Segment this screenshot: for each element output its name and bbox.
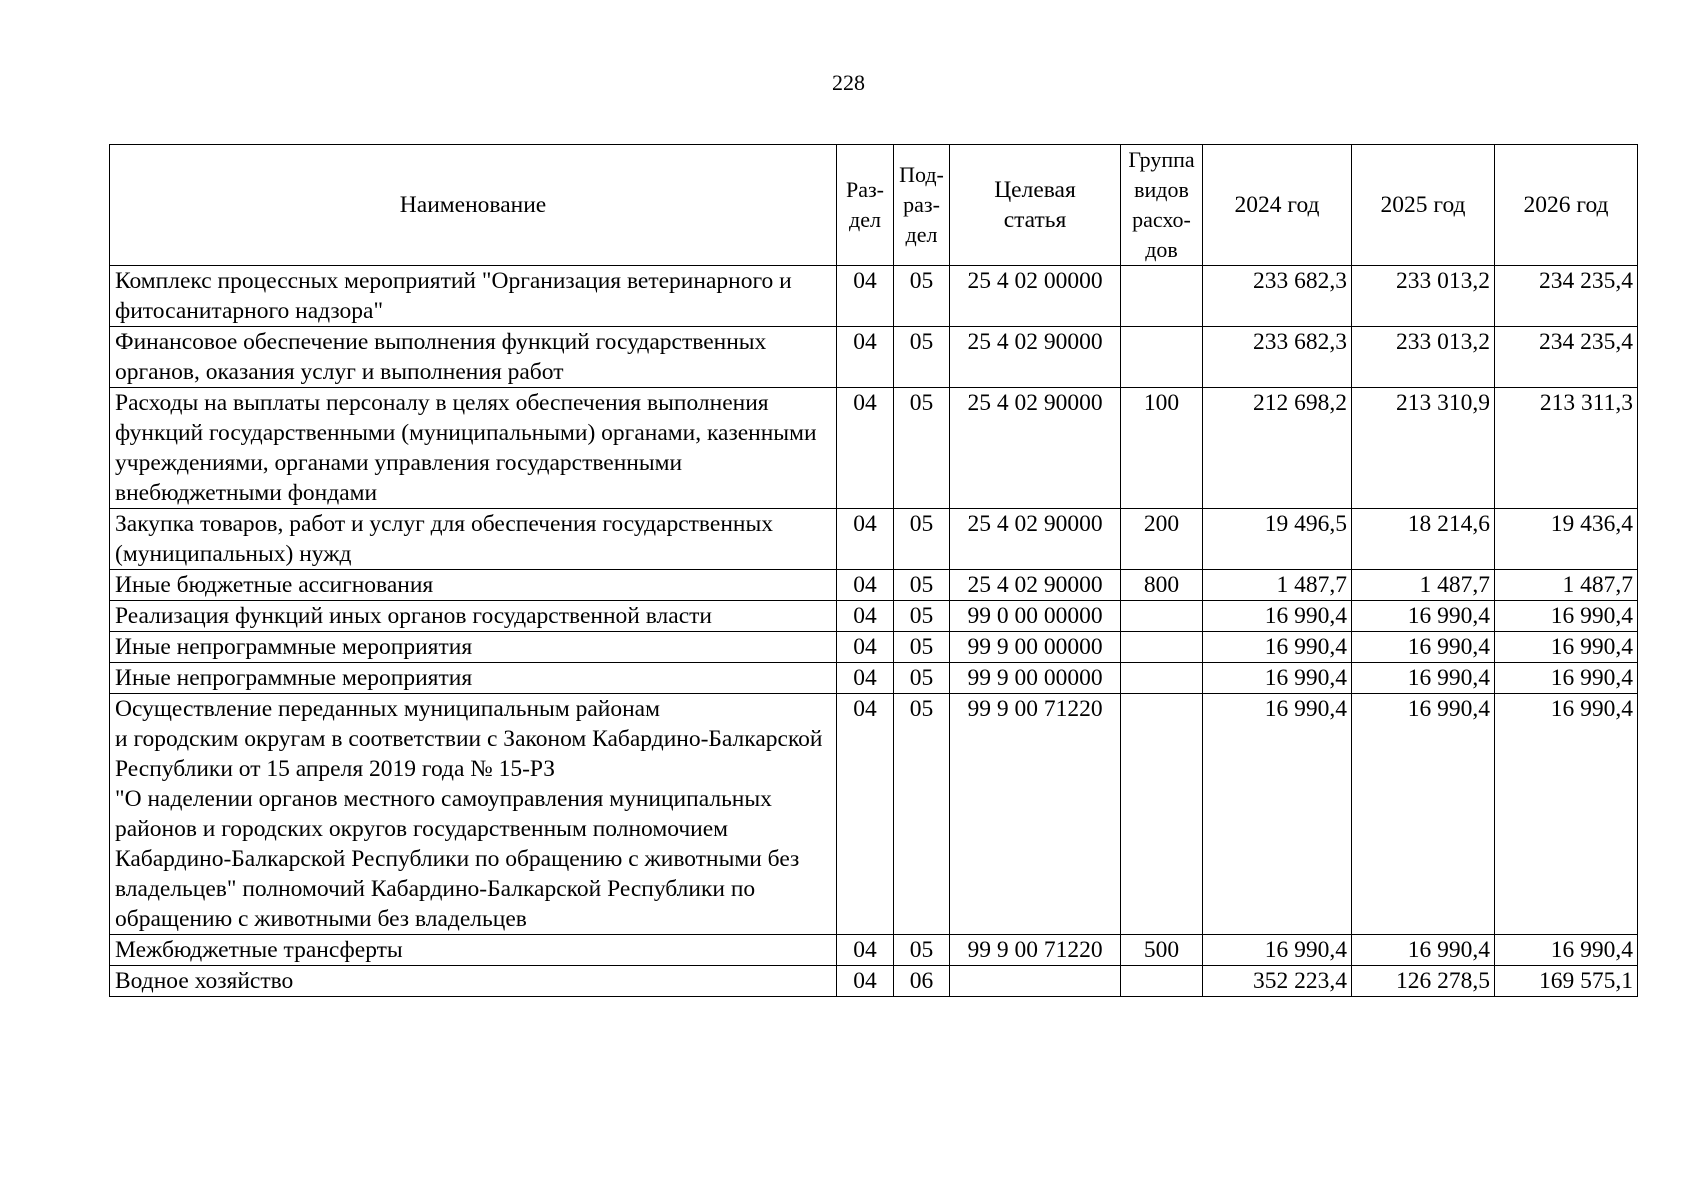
cell-expense-group	[1121, 694, 1203, 935]
cell-target-article	[950, 966, 1121, 997]
cell-section: 04	[837, 509, 894, 570]
cell-subsection: 06	[894, 966, 950, 997]
cell-expense-group: 200	[1121, 509, 1203, 570]
cell-target-article: 99 9 00 00000	[950, 632, 1121, 663]
table-row	[110, 388, 1638, 509]
cell-year-2025: 16 990,4	[1352, 601, 1495, 632]
cell-year-2024: 233 682,3	[1203, 327, 1352, 388]
cell-subsection: 05	[894, 266, 950, 327]
cell-name: Расходы на выплаты персоналу в целях обеспечения выполнения функций государственными (муниципальными) органами, казенными учреждениями, органами управления государственными внебюджетными фондами	[110, 388, 837, 509]
cell-year-2025: 16 990,4	[1352, 632, 1495, 663]
cell-subsection: 05	[894, 601, 950, 632]
cell-expense-group: 800	[1121, 570, 1203, 601]
header-year-2024: 2024 год	[1203, 145, 1352, 266]
page-number: 228	[832, 70, 865, 95]
cell-name: Межбюджетные трансферты	[110, 935, 837, 966]
cell-year-2025: 18 214,6	[1352, 509, 1495, 570]
table-row	[110, 935, 1638, 966]
cell-year-2026: 16 990,4	[1495, 935, 1638, 966]
header-target-article: Целевая статья	[950, 145, 1121, 266]
cell-section: 04	[837, 694, 894, 935]
cell-section: 04	[837, 327, 894, 388]
cell-name: Водное хозяйство	[110, 966, 837, 997]
cell-target-article: 25 4 02 90000	[950, 509, 1121, 570]
cell-target-article: 25 4 02 00000	[950, 266, 1121, 327]
cell-year-2026: 16 990,4	[1495, 601, 1638, 632]
table-header-row	[110, 145, 1638, 266]
cell-expense-group	[1121, 601, 1203, 632]
cell-subsection: 05	[894, 694, 950, 935]
cell-year-2025: 233 013,2	[1352, 266, 1495, 327]
cell-year-2025: 16 990,4	[1352, 694, 1495, 935]
table-row	[110, 966, 1638, 997]
cell-target-article: 99 9 00 71220	[950, 935, 1121, 966]
cell-year-2024: 16 990,4	[1203, 632, 1352, 663]
cell-section: 04	[837, 601, 894, 632]
cell-year-2025: 16 990,4	[1352, 935, 1495, 966]
cell-section: 04	[837, 966, 894, 997]
table-row	[110, 663, 1638, 694]
cell-target-article: 99 9 00 71220	[950, 694, 1121, 935]
cell-section: 04	[837, 935, 894, 966]
cell-expense-group: 100	[1121, 388, 1203, 509]
header-section: Раз- дел	[837, 145, 894, 266]
cell-year-2026: 1 487,7	[1495, 570, 1638, 601]
cell-year-2026: 16 990,4	[1495, 632, 1638, 663]
table-row	[110, 509, 1638, 570]
table-row	[110, 327, 1638, 388]
cell-subsection: 05	[894, 327, 950, 388]
cell-expense-group	[1121, 966, 1203, 997]
table-row	[110, 266, 1638, 327]
cell-target-article: 25 4 02 90000	[950, 327, 1121, 388]
cell-year-2025: 213 310,9	[1352, 388, 1495, 509]
cell-subsection: 05	[894, 663, 950, 694]
cell-subsection: 05	[894, 632, 950, 663]
cell-year-2024: 19 496,5	[1203, 509, 1352, 570]
table-row	[110, 632, 1638, 663]
cell-subsection: 05	[894, 570, 950, 601]
cell-year-2025: 16 990,4	[1352, 663, 1495, 694]
table-row	[110, 601, 1638, 632]
cell-year-2024: 16 990,4	[1203, 601, 1352, 632]
cell-year-2024: 212 698,2	[1203, 388, 1352, 509]
cell-section: 04	[837, 663, 894, 694]
cell-year-2026: 19 436,4	[1495, 509, 1638, 570]
cell-name: Финансовое обеспечение выполнения функций государственных органов, оказания услуг и выполнения работ	[110, 327, 837, 388]
cell-year-2026: 169 575,1	[1495, 966, 1638, 997]
cell-year-2025: 1 487,7	[1352, 570, 1495, 601]
cell-name: Комплекс процессных мероприятий "Организация ветеринарного и фитосанитарного надзора"	[110, 266, 837, 327]
cell-subsection: 05	[894, 509, 950, 570]
cell-expense-group	[1121, 327, 1203, 388]
header-year-2025: 2025 год	[1352, 145, 1495, 266]
cell-section: 04	[837, 266, 894, 327]
cell-name: Иные непрограммные мероприятия	[110, 632, 837, 663]
cell-year-2026: 213 311,3	[1495, 388, 1638, 509]
header-name: Наименование	[110, 145, 837, 266]
cell-section: 04	[837, 388, 894, 509]
cell-name: Закупка товаров, работ и услуг для обеспечения государственных (муниципальных) нужд	[110, 509, 837, 570]
cell-year-2024: 352 223,4	[1203, 966, 1352, 997]
table-row	[110, 694, 1638, 935]
cell-year-2024: 16 990,4	[1203, 935, 1352, 966]
cell-target-article: 99 0 00 00000	[950, 601, 1121, 632]
cell-name: Осуществление переданных муниципальным районам и городским округам в соответствии с Законом Кабардино-Балкарской Республики от 15 апреля 2019 года № 15-РЗ "О наделении органов местного самоуправления муниципальных районов и городских округов государственным полномочием Кабардино-Балкарской Республики по обращению с животными без владельцев" полномочий Кабардино-Балкарской Республики по обращению с животными без владельцев	[110, 694, 837, 935]
cell-year-2024: 1 487,7	[1203, 570, 1352, 601]
cell-subsection: 05	[894, 388, 950, 509]
cell-expense-group	[1121, 663, 1203, 694]
header-subsection: Под- раз- дел	[894, 145, 950, 266]
cell-name: Реализация функций иных органов государственной власти	[110, 601, 837, 632]
cell-year-2024: 16 990,4	[1203, 694, 1352, 935]
table-row	[110, 570, 1638, 601]
cell-target-article: 25 4 02 90000	[950, 388, 1121, 509]
cell-expense-group	[1121, 632, 1203, 663]
cell-year-2026: 234 235,4	[1495, 266, 1638, 327]
cell-year-2026: 16 990,4	[1495, 694, 1638, 935]
cell-name: Иные непрограммные мероприятия	[110, 663, 837, 694]
budget-table	[109, 144, 1638, 997]
header-expense-group: Группа видов расхо- дов	[1121, 145, 1203, 266]
cell-expense-group: 500	[1121, 935, 1203, 966]
cell-year-2024: 233 682,3	[1203, 266, 1352, 327]
cell-year-2026: 16 990,4	[1495, 663, 1638, 694]
cell-target-article: 25 4 02 90000	[950, 570, 1121, 601]
cell-year-2025: 233 013,2	[1352, 327, 1495, 388]
cell-section: 04	[837, 570, 894, 601]
cell-year-2025: 126 278,5	[1352, 966, 1495, 997]
budget-table-body	[110, 266, 1638, 997]
cell-subsection: 05	[894, 935, 950, 966]
cell-year-2024: 16 990,4	[1203, 663, 1352, 694]
cell-name: Иные бюджетные ассигнования	[110, 570, 837, 601]
cell-section: 04	[837, 632, 894, 663]
header-year-2026: 2026 год	[1495, 145, 1638, 266]
cell-target-article: 99 9 00 00000	[950, 663, 1121, 694]
cell-expense-group	[1121, 266, 1203, 327]
cell-year-2026: 234 235,4	[1495, 327, 1638, 388]
